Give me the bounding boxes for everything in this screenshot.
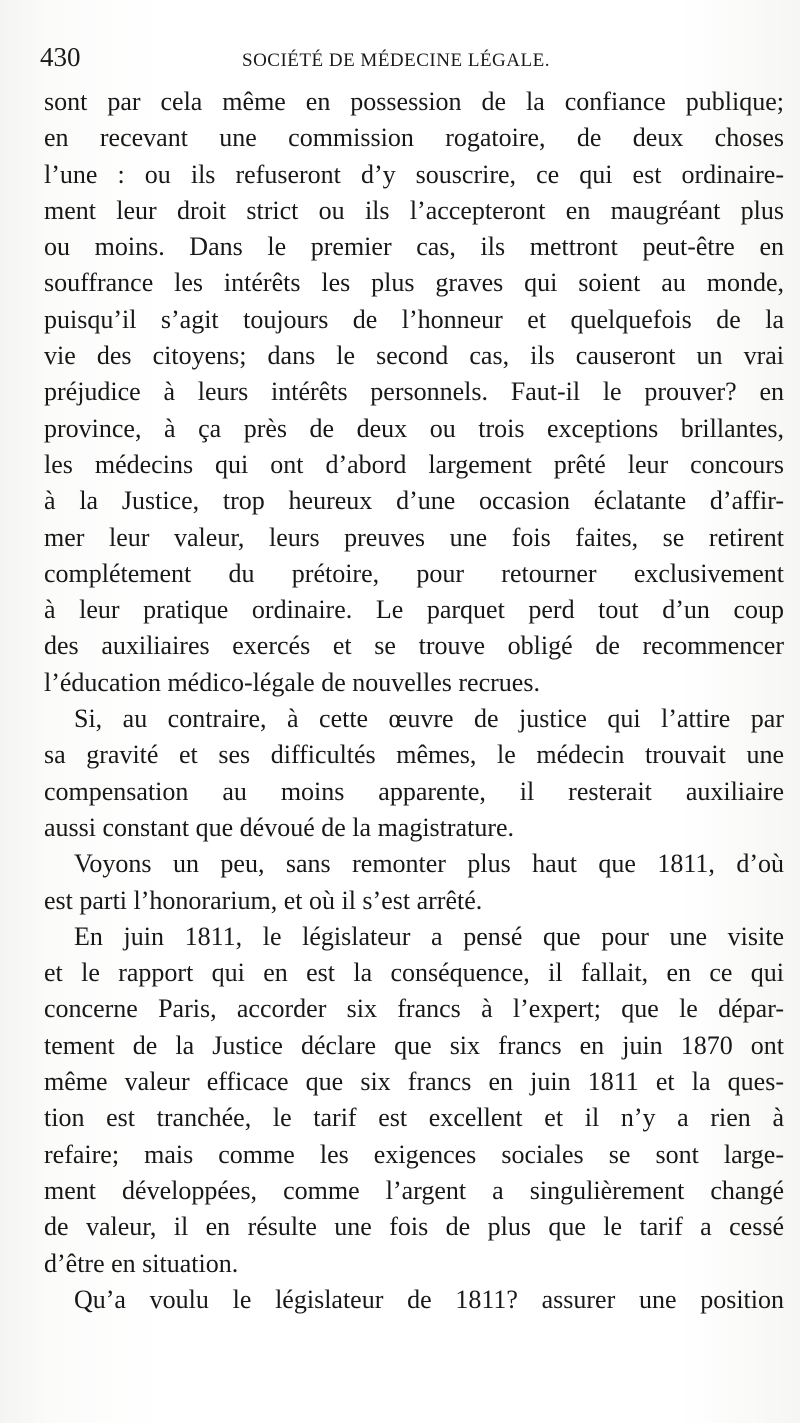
text-line: en recevant une commission rogatoire, de deux choses [44, 123, 784, 153]
text-line: Voyons un peu, sans remonter plus haut que 1811, d’où [74, 849, 784, 879]
text-line: sont par cela même en possession de la confiance publique; [44, 87, 784, 116]
text-line: compensation au moins apparente, il resterait auxiliaire [44, 776, 784, 806]
text-line: tement de la Justice déclare que six francs en juin 1870 ont [44, 1030, 784, 1060]
text-line: d’être en situation. [44, 1248, 239, 1278]
text-line: l’une : ou ils refuseront d’y souscrire, ce qui est ordinaire- [44, 159, 784, 189]
page-number: 430 [40, 42, 81, 72]
body-text [44, 84, 784, 1318]
text-line: de valeur, il en résulte une fois de plus que le tarif a cessé [44, 1212, 784, 1242]
text-line: des auxiliaires exercés et se trouve obligé de recommencer [44, 631, 784, 661]
text-line: Qu’a voulu le législateur de 1811? assurer une position [74, 1284, 784, 1314]
text-line: même valeur efficace que six francs en juin 1811 et la ques- [44, 1067, 784, 1097]
text-line: tion est tranchée, le tarif est excellent et il n’y a rien à [44, 1103, 784, 1133]
text-line: mer leur valeur, leurs preuves une fois faites, se retirent [44, 522, 784, 552]
text-line: l’éducation médico-légale de nouvelles recrues. [44, 667, 540, 697]
text-line: souffrance les intérêts les plus graves qui soient au monde, [44, 268, 784, 298]
text-line: ou moins. Dans le premier cas, ils mettront peut-être en [44, 232, 784, 262]
text-line: concerne Paris, accorder six francs à l’expert; que le dépar- [44, 994, 784, 1024]
text-line: refaire; mais comme les exigences sociales se sont large- [44, 1139, 784, 1169]
text-line: province, à ça près de deux ou trois exceptions brillantes, [44, 413, 784, 443]
text-line: complétement du prétoire, pour retourner exclusivement [44, 558, 784, 588]
text-line: à leur pratique ordinaire. Le parquet perd tout d’un coup [44, 595, 784, 625]
text-line: ment leur droit strict ou ils l’accepteront en maugréant plus [44, 195, 784, 225]
text-line: ment développées, comme l’argent a singulièrement changé [44, 1175, 784, 1205]
text-line: En juin 1811, le législateur a pensé que pour une visite [74, 921, 784, 951]
text-line: et le rapport qui en est la conséquence, il fallait, en ce qui [44, 958, 784, 988]
running-head: SOCIÉTÉ DE MÉDECINE LÉGALE. [242, 50, 550, 71]
text-line: à la Justice, trop heureux d’une occasion éclatante d’affir- [44, 486, 784, 516]
text-line: sa gravité et ses difficultés mêmes, le médecin trouvait une [44, 740, 784, 770]
text-line: puisqu’il s’agit toujours de l’honneur et quelquefois de la [44, 304, 784, 334]
text-line: préjudice à leurs intérêts personnels. Faut-il le prouver? en [44, 377, 784, 407]
text-line: Si, au contraire, à cette œuvre de justice qui l’attire par [74, 704, 784, 734]
text-line: les médecins qui ont d’abord largement prêté leur concours [44, 449, 784, 479]
page-header [40, 40, 760, 76]
text-line: aussi constant que dévoué de la magistrature. [44, 812, 515, 842]
text-line: est parti l’honorarium, et où il s’est arrêté. [44, 885, 483, 915]
text-line: vie des citoyens; dans le second cas, ils causeront un vrai [44, 341, 784, 371]
